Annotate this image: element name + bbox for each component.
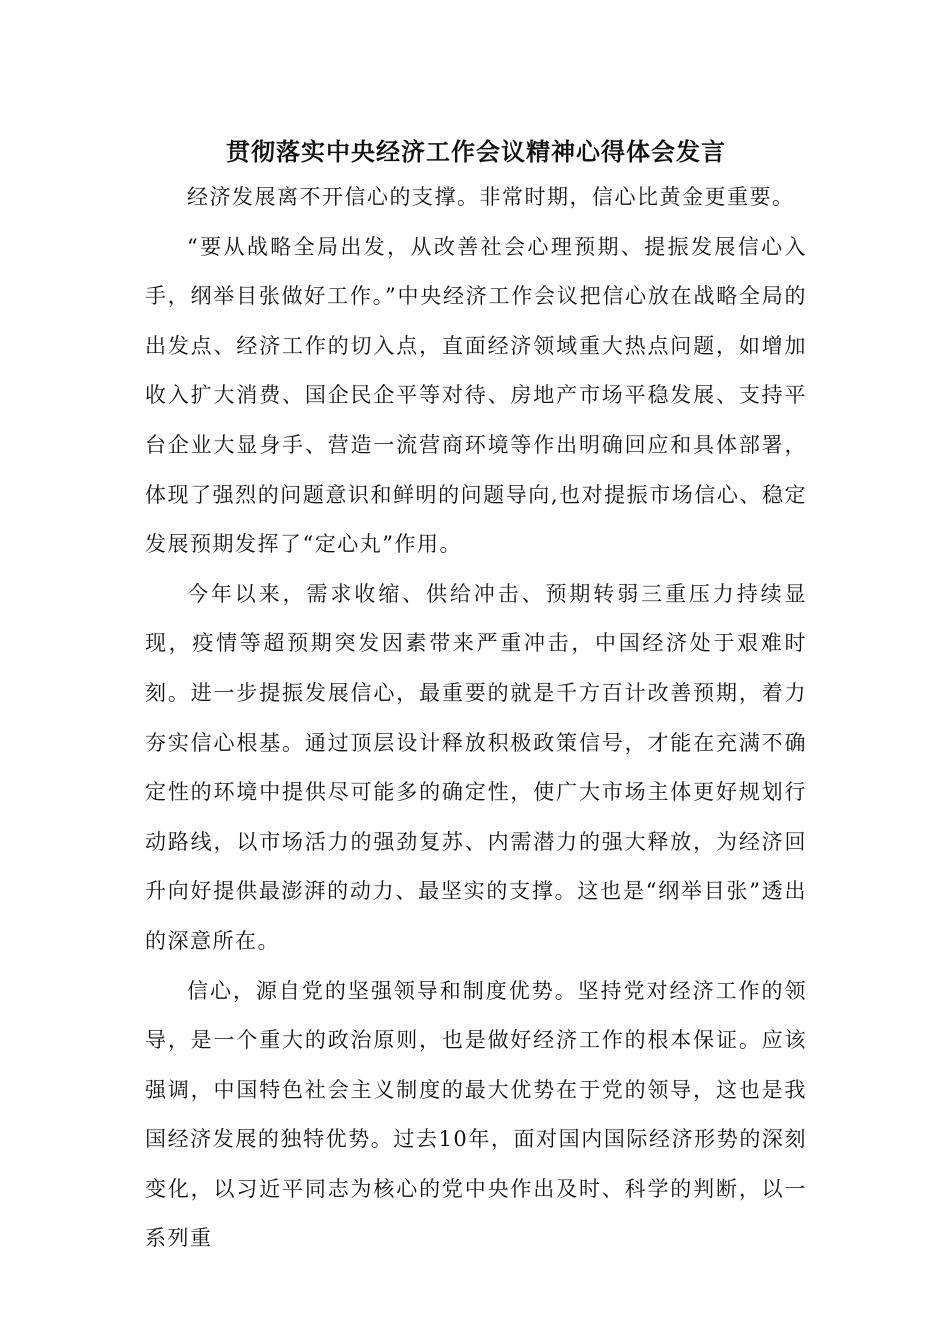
paragraph-1: 经济发展离不开信心的支撑。非常时期，信心比黄金更重要。 [187, 185, 795, 209]
paragraph-3: 今年以来，需求收缩、供给冲击、预期转弱三重压力持续显现，疫情等超预期突发因素带来严重冲击，中国经济处于艰难时刻。进一步提振发展信心，最重要的就是千方百计改善预期，着力夯实信心根基。通过顶层设计释放积极政策信号，才能在充满不确定性的环境中提供尽可能多的确定性，使广大市场主体更好规划行动路线，以市场活力的强劲复苏、内需潜力的强大释放，为经济回升向好提供最澎湃的动力、最坚实的支撑。这也是“纲举目张”透出的深意所在。 [145, 581, 807, 953]
paragraph-2: “要从战略全局出发，从改善社会心理预期、提振发展信心入手，纲举目张做好工作。”中央经济工作会议把信心放在战略全局的出发点、经济工作的切入点，直面经济领域重大热点问题，如增加收入扩大消费、国企民企平等对待、房地产市场平稳发展、支持平台企业大显身手、营造一流营商环境等作出明确回应和具体部署，体现了强烈的问题意识和鲜明的问题导向,也对提振市场信心、稳定发展预期发挥了“定心丸”作用。 [145, 234, 807, 557]
paragraph-4: 信心，源自党的坚强领导和制度优势。坚持党对经济工作的领导，是一个重大的政治原则，也是做好经济工作的根本保证。应该强调，中国特色社会主义制度的最大优势在于党的领导，这也是我国经济发展的独特优势。过去10年，面对国内国际经济形势的深刻变化，以习近平同志为核心的党中央作出及时、科学的判断，以一系列重 [145, 978, 807, 1251]
document-title: 贯彻落实中央经济工作会议精神心得体会发言 [226, 137, 726, 166]
